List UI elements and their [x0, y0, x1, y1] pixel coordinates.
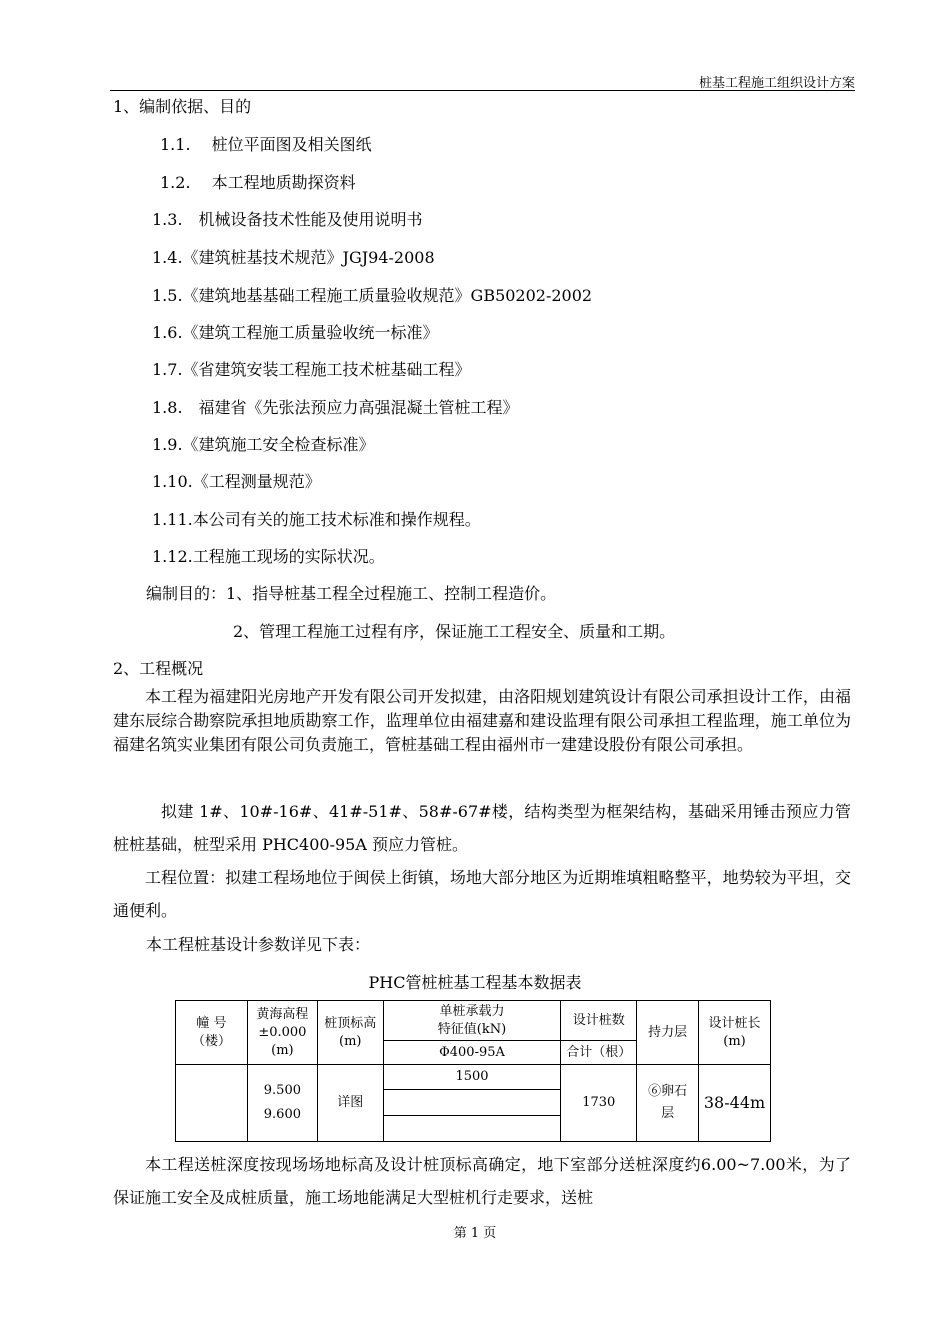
- basis-item-5: 1.5.《建筑地基基础工程施工质量验收规范》GB50202-2002: [152, 286, 593, 305]
- overview-paragraph-1: 本工程为福建阳光房地产开发有限公司开发拟建，由洛阳规划建筑设计有限公司承担设计工作，由福建东辰综合勘察院承担地质勘察工作，监理单位由福建嘉和建设监理有限公司承担工程监理，施工单位为福建名筑实业集团有限公司负责施工，管桩基础工程由福州市一建建设股份有限公司承担。: [113, 687, 851, 754]
- basis-item-6: 1.6.《建筑工程施工质量验收统一标准》: [152, 323, 439, 342]
- header-rule: [110, 90, 855, 91]
- basis-item-4: 1.4.《建筑桩基技术规范》JGJ94-2008: [152, 248, 435, 267]
- basis-item-1: 1.1. 桩位平面图及相关图纸: [160, 135, 372, 154]
- cell-building: [176, 1065, 248, 1142]
- basis-item-7: 1.7.《省建筑安装工程施工技术桩基础工程》: [152, 360, 471, 379]
- basis-item-10: 1.10.《工程测量规范》: [152, 472, 321, 491]
- pile-driving-paragraph: 本工程送桩深度按现场场地标高及设计桩顶标高确定，地下室部分送桩深度约6.00~7.00米，为了保证施工安全及成桩质量，施工场地能满足大型桩机行走要求，送桩: [113, 1155, 851, 1207]
- cell-capacity-3: [383, 1116, 561, 1142]
- cell-capacity-1: 1500: [383, 1065, 561, 1090]
- table-title: PHC管桩桩基工程基本数据表: [368, 973, 582, 992]
- header-building: 幢 号 （楼）: [176, 1001, 248, 1065]
- header-pile-length: 设计桩长 (m): [699, 1001, 771, 1065]
- overview-paragraph-3: 工程位置：拟建工程场地位于闽侯上街镇，场地大部分地区为近期堆填粗略整平，地势较为平坦，交通便利。: [113, 868, 851, 920]
- cell-pile-top: 详图: [317, 1065, 383, 1142]
- cell-capacity-2: [383, 1090, 561, 1116]
- header-count-total: 合计（根）: [561, 1041, 637, 1065]
- cell-elevation: 9.500 9.600: [247, 1065, 317, 1142]
- basis-item-8: 1.8. 福建省《先张法预应力高强混凝土管桩工程》: [152, 398, 519, 417]
- basis-item-3: 1.3. 机械设备技术性能及使用说明书: [152, 210, 423, 229]
- basis-item-2: 1.2. 本工程地质勘探资料: [160, 173, 356, 192]
- purpose-line-1: 编制目的：1、指导桩基工程全过程施工、控制工程造价。: [146, 584, 557, 603]
- cell-count: 1730: [561, 1065, 637, 1142]
- table-intro: 本工程桩基设计参数详见下表：: [146, 935, 371, 954]
- basis-item-12: 1.12.工程施工现场的实际状况。: [152, 547, 385, 566]
- purpose-line-2: 2、管理工程施工过程有序，保证施工工程安全、质量和工期。: [233, 622, 676, 641]
- header-pile-top: 桩顶标高 (m): [317, 1001, 383, 1065]
- section-1-heading: 1、编制依据、目的: [113, 97, 252, 116]
- basis-item-11: 1.11.本公司有关的施工技术标准和操作规程。: [152, 510, 481, 529]
- cell-pile-length: 38-44m: [699, 1065, 771, 1142]
- running-header: 桩基工程施工组织设计方案: [698, 76, 855, 91]
- overview-paragraph-2: 拟建 1#、10#-16#、41#-51#、58#-67#楼，结构类型为框架结构，基础采用锤击预应力管桩桩基础，桩型采用 PHC400-95A 预应力管桩。: [113, 802, 851, 854]
- pile-data-table: [175, 1000, 771, 1142]
- section-2-heading: 2、工程概况: [113, 659, 204, 678]
- header-elevation: 黄海高程 ±0.000 (m): [247, 1001, 317, 1065]
- header-count: 设计桩数: [561, 1001, 637, 1041]
- page-number: 第 1 页: [453, 1226, 497, 1241]
- header-bearing-layer: 持力层: [637, 1001, 699, 1065]
- header-capacity-spec: Φ400-95A: [383, 1041, 561, 1065]
- basis-item-9: 1.9.《建筑施工安全检查标准》: [152, 435, 375, 454]
- header-capacity: 单桩承载力 特征值(kN): [383, 1001, 561, 1041]
- cell-bearing-layer: ⑥卵石 层: [637, 1065, 699, 1142]
